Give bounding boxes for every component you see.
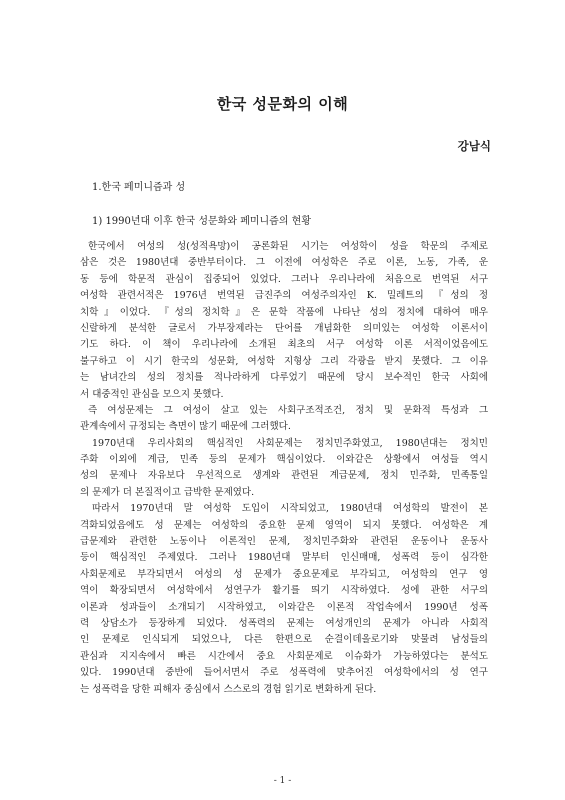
body-line: 삼은 것은 1980년대 중반부터이다. 그 이전에 여성학은 주로 이론, 노동, 가족, 운	[80, 257, 488, 269]
document-title: 한국 성문화의 이해	[216, 95, 349, 113]
author-name: 강남식	[457, 139, 491, 153]
body-line: 사회문제로 부각되면서 여성의 성 문제가 중요문제로 부각되고, 여성학의 연구 영	[80, 568, 488, 580]
body-line: 따라서 1970년대 말 여성학 도입이 시작되었고, 1980년대 여성학의 발전이 본	[92, 503, 488, 515]
body-line: 격화되었음에도 성 문제는 여성학의 중요한 문제 영역이 되지 못했다. 여성학은 계	[80, 519, 488, 531]
body-line: 기도 하다. 이 책이 우리나라에 소개된 최초의 서구 여성학 이론 서적이었음에도	[80, 339, 488, 351]
body-line: 관심과 지지속에서 빠른 시간에서 중요 사회문제로 이슈화가 가능하였다는 분석도	[80, 650, 488, 662]
section-heading: 1.한국 페미니즘과 성	[92, 182, 186, 193]
body-line: 동 등에 학문적 관심이 집중되어 있었다. 그러나 우리나라에 처음으로 번역된 서구	[80, 273, 488, 285]
body-line: 1970년대 우리사회의 핵심적인 사회문제는 정치민주화였고, 1980년대는 정치민	[92, 437, 488, 449]
body-line: 신랄하게 분석한 글로서 가부장제라는 단어를 개념화한 의미있는 여성학 이론서이	[80, 322, 488, 334]
body-line: 는 남녀간의 성의 정치를 적나라하게 다루었기 때문에 당시 보수적인 한국 사회에	[80, 372, 488, 384]
body-line: 인 문제로 인식되게 되었으나, 다른 한편으로 순결이데올로기와 맞물려 남성들의	[80, 634, 488, 646]
body-line: 의 문제가 더 본질적이고 급박한 문제였다.	[80, 486, 255, 498]
body-line: 이론과 성과들이 소개되기 시작하였고, 이와같은 이론적 작업속에서 1990년 성폭	[80, 601, 488, 613]
body-line: 급문제와 관련한 노동이나 이론적인 문제, 정치민주화와 관련된 운동이나 운동사	[80, 536, 488, 548]
body-line: 즉 여성문제는 그 여성이 살고 있는 사회구조적조건, 정치 및 문화적 특성과 그	[88, 404, 488, 416]
body-line: 는 성폭력을 당한 피해자 중심에서 스스로의 경험 읽기로 변화하게 된다.	[80, 683, 377, 695]
body-line: 주화 이외에 계급, 민족 등의 문제가 핵심이었다. 이와같은 상황에서 여성들 역시	[80, 454, 488, 466]
body-text	[80, 239, 488, 698]
body-line: 력 상담소가 등장하게 되었다. 성폭력의 문제는 여성개인의 문제가 아니라 사회적	[80, 617, 488, 629]
body-line: 불구하고 이 시기 한국의 성문화, 여성학 지형상 그리 각광을 받지 못했다. 그 이유	[80, 355, 488, 367]
page-number: - 1 -	[273, 776, 292, 786]
body-line: 있다. 1990년대 중반에 들어서면서 주로 성폭력에 맞추어진 여성학에서의 성 연구	[80, 667, 488, 679]
body-line: 서 대중적인 관심을 모으지 못했다.	[80, 388, 224, 400]
body-line: 여성학 관련서적은 1976년 번역된 급진주의 여성주의자인 K. 밀레트의 『성의 정	[80, 290, 488, 302]
body-line: 역이 확장되면서 여성학에서 성연구가 활기를 띄기 시작하였다. 성에 관한 서구의	[80, 585, 488, 597]
body-line: 성의 문제나 자유보다 우선적으로 생계와 관련된 계급문제, 정치 민주화, 민족통일	[80, 470, 488, 482]
body-line: 한국에서 여성의 성(성적욕망)이 공론화된 시기는 여성학이 성을 학문의 주제로	[88, 241, 488, 252]
body-line: 등이 핵심적인 주제였다. 그러나 1980년대 말부터 인신매매, 성폭력 등이 심각한	[80, 552, 488, 564]
body-line: 치학』이었다. 『성의 정치학』은 문학 작품에 나타난 성의 정치에 대하여 매우	[80, 306, 488, 318]
subsection-heading: 1) 1990년대 이후 한국 성문화와 페미니즘의 현황	[92, 216, 312, 227]
body-line: 관계속에서 규정되는 측면이 많기 때문에 그러했다.	[80, 421, 291, 433]
